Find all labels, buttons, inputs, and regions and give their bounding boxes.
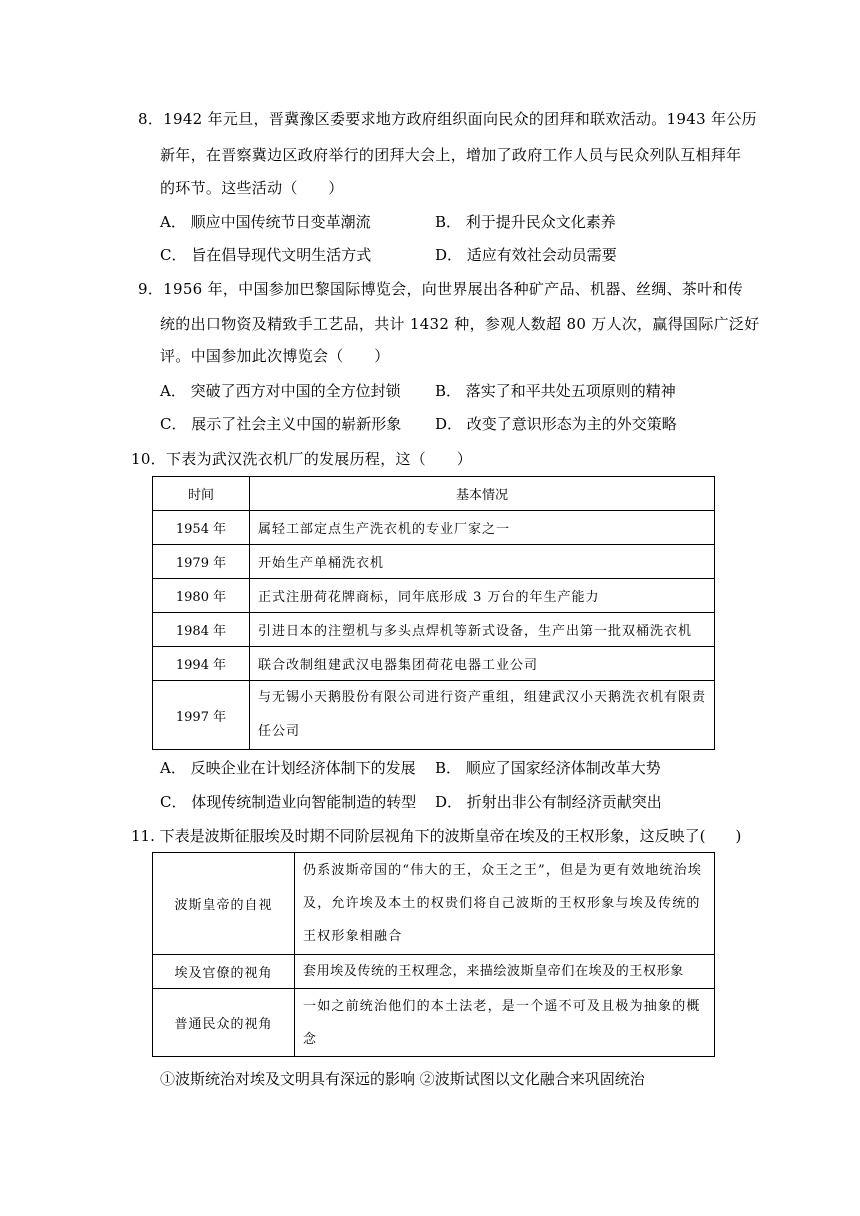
table-row (153, 647, 715, 681)
q8-stem-line3: 的环节。这些活动（ ） (160, 179, 344, 197)
q11-row3-text: 一如之前统治他们的本土法老，是一个遥不可及且极为抽象的概念 (295, 989, 715, 1057)
q10-row1-year: 1954 年 (153, 511, 250, 545)
q10-header-info: 基本情况 (250, 477, 715, 511)
q9-stem-line3: 评。中国参加此次博览会（ ） (160, 347, 390, 365)
q10-row6-info: 与无锡小天鹅股份有限公司进行资产重组，组建武汉小天鹅洗衣机有限责任公司 (250, 681, 715, 750)
table-row (153, 613, 715, 647)
q9-stem-line1: 9．1956 年，中国参加巴黎国际博览会，向世界展出各种矿产品、机器、丝绸、茶叶和传 (138, 280, 744, 298)
q8-option-b[interactable]: B． 利于提升民众文化素养 (435, 213, 616, 231)
q10-row2-year: 1979 年 (153, 545, 250, 579)
q8-option-c[interactable]: C． 旨在倡导现代文明生活方式 (160, 246, 372, 264)
table-row (153, 579, 715, 613)
q10-row4-info: 引进日本的注塑机与多头点焊机等新式设备，生产出第一批双桶洗衣机 (250, 613, 715, 647)
q10-row4-year: 1984 年 (153, 613, 250, 647)
q10-table-header-row (153, 477, 715, 511)
q10-option-c[interactable]: C． 体现传统制造业向智能制造的转型 (160, 793, 417, 811)
table-row (153, 545, 715, 579)
q11-row2-label: 埃及官僚的视角 (153, 955, 295, 989)
q10-stem: 10．下表为武汉洗衣机厂的发展历程，这（ ） (131, 450, 472, 468)
q8-stem-line1: 8．1942 年元旦，晋冀豫区委要求地方政府组织面向民众的团拜和联欢活动。1943 年公历 (138, 110, 757, 128)
table-row (153, 681, 715, 750)
table-row (153, 989, 715, 1057)
q11-row2-text: 套用埃及传统的王权理念，来描绘波斯皇帝们在埃及的王权形象 (295, 955, 715, 989)
q10-row6-year: 1997 年 (153, 681, 250, 750)
q10-header-time: 时间 (153, 477, 250, 511)
table-row (153, 955, 715, 989)
table-row (153, 511, 715, 545)
q11-row1-text: 仍系波斯帝国的“伟大的王，众王之王”，但是为更有效地统治埃及，允许埃及本土的权贵们将自己波斯的王权形象与埃及传统的王权形象相融合 (295, 853, 715, 955)
q10-row1-info: 属轻工部定点生产洗衣机的专业厂家之一 (250, 511, 715, 545)
q11-row3-label: 普通民众的视角 (153, 989, 295, 1057)
q9-option-a[interactable]: A． 突破了西方对中国的全方位封锁 (160, 382, 401, 400)
q11-row1-label: 波斯皇帝的自视 (153, 853, 295, 955)
q10-table (152, 476, 715, 750)
q10-row5-info: 联合改制组建武汉电器集团荷花电器工业公司 (250, 647, 715, 681)
q10-row3-year: 1980 年 (153, 579, 250, 613)
q8-option-a[interactable]: A． 顺应中国传统节日变革潮流 (160, 213, 371, 231)
q9-stem-line2: 统的出口物资及精致手工艺品，共计 1432 种，参观人数超 80 万人次，赢得国际广泛好 (160, 315, 760, 333)
q10-option-b[interactable]: B． 顺应了国家经济体制改革大势 (435, 759, 661, 777)
q10-row5-year: 1994 年 (153, 647, 250, 681)
q8-stem-line2: 新年，在晋察冀边区政府举行的团拜大会上，增加了政府工作人员与民众列队互相拜年 (160, 146, 742, 164)
q8-option-d[interactable]: D． 适应有效社会动员需要 (435, 246, 617, 264)
q10-row2-info: 开始生产单桶洗衣机 (250, 545, 715, 579)
q11-stem: 11. 下表是波斯征服埃及时期不同阶层视角下的波斯皇帝在埃及的王权形象，这反映了( ) (131, 827, 742, 845)
q10-option-a[interactable]: A． 反映企业在计划经济体制下的发展 (160, 759, 416, 777)
q9-option-d[interactable]: D． 改变了意识形态为主的外交策略 (435, 415, 677, 433)
q10-option-d[interactable]: D． 折射出非公有制经济贡献突出 (435, 793, 662, 811)
q11-statements: ①波斯统治对埃及文明具有深远的影响 ②波斯试图以文化融合来巩固统治 (160, 1070, 645, 1088)
q10-row3-info: 正式注册荷花牌商标，同年底形成 3 万台的年生产能力 (250, 579, 715, 613)
q9-option-b[interactable]: B． 落实了和平共处五项原则的精神 (435, 382, 676, 400)
q11-table (152, 852, 715, 1057)
table-row (153, 853, 715, 955)
q9-option-c[interactable]: C． 展示了社会主义中国的崭新形象 (160, 415, 402, 433)
